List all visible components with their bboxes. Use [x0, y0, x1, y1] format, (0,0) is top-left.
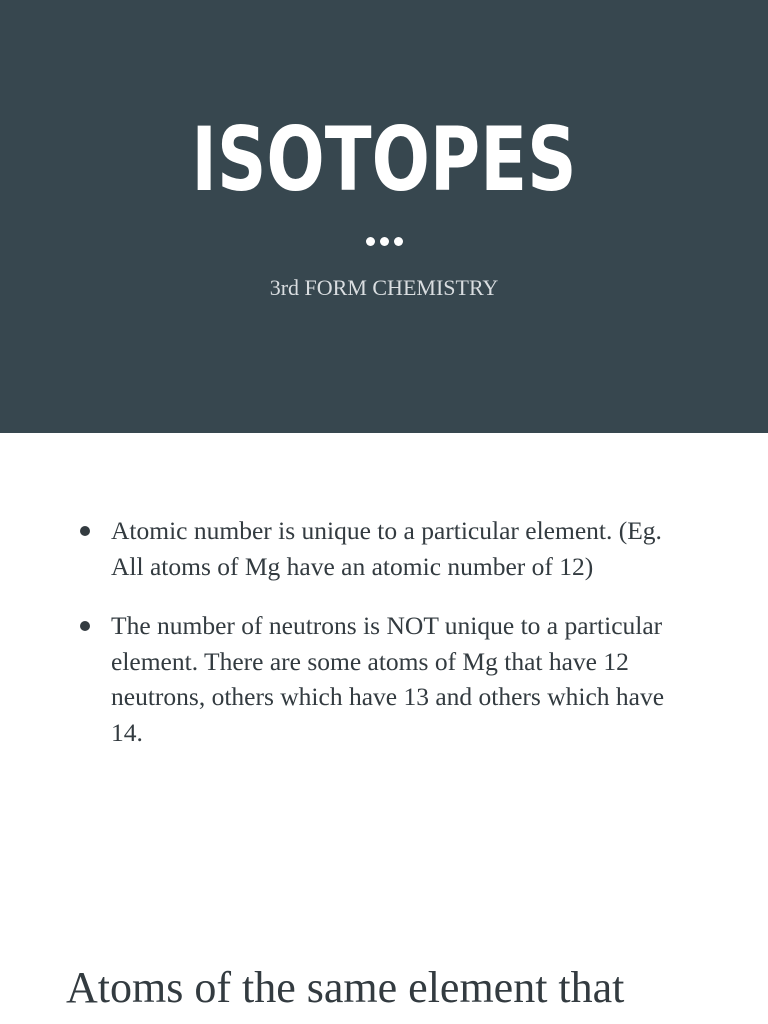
bullet-icon — [80, 526, 90, 536]
title-slide — [0, 0, 768, 433]
next-slide-heading: Atoms of the same element that — [66, 963, 625, 1012]
bullet-item — [73, 608, 673, 750]
bullet-item — [73, 513, 673, 584]
slide-subtitle: 3rd FORM CHEMISTRY — [269, 275, 499, 300]
dot — [366, 237, 375, 246]
dot — [394, 237, 403, 246]
bullet-icon — [80, 621, 90, 631]
dot — [380, 237, 389, 246]
slide-title: ISOTOPES — [191, 108, 577, 211]
bullet-text: The number of neutrons is NOT unique to a particular element. There are some atoms of Mg that have 12 neutrons, others which have 13 and others which have 14. — [111, 611, 665, 747]
bullet-text: Atomic number is unique to a particular element. (Eg. All atoms of Mg have an atomic number of 12) — [111, 516, 662, 581]
three-dots-icon — [0, 237, 768, 251]
bullet-list — [73, 513, 673, 774]
